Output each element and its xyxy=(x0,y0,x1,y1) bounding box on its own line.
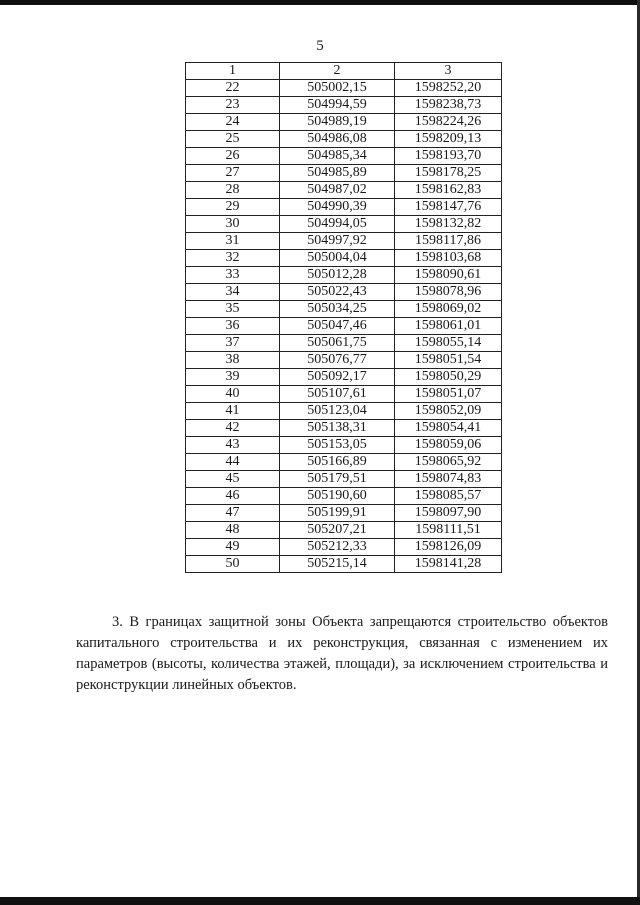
cell-point-number: 48 xyxy=(186,522,280,539)
table-row xyxy=(186,182,502,199)
table-row xyxy=(186,267,502,284)
cell-x-coordinate: 505034,25 xyxy=(280,301,395,318)
cell-x-coordinate: 505092,17 xyxy=(280,369,395,386)
cell-x-coordinate: 505076,77 xyxy=(280,352,395,369)
cell-x-coordinate: 505153,05 xyxy=(280,437,395,454)
cell-point-number: 26 xyxy=(186,148,280,165)
cell-x-coordinate: 505047,46 xyxy=(280,318,395,335)
cell-x-coordinate: 505061,75 xyxy=(280,335,395,352)
scan-edge-bottom xyxy=(0,897,640,905)
cell-y-coordinate: 1598050,29 xyxy=(395,369,502,386)
cell-x-coordinate: 505215,14 xyxy=(280,556,395,573)
table-row xyxy=(186,454,502,471)
cell-point-number: 35 xyxy=(186,301,280,318)
table-row xyxy=(186,505,502,522)
cell-x-coordinate: 504990,39 xyxy=(280,199,395,216)
cell-y-coordinate: 1598126,09 xyxy=(395,539,502,556)
cell-y-coordinate: 1598252,20 xyxy=(395,80,502,97)
table-row xyxy=(186,318,502,335)
cell-y-coordinate: 1598052,09 xyxy=(395,403,502,420)
cell-point-number: 43 xyxy=(186,437,280,454)
cell-y-coordinate: 1598103,68 xyxy=(395,250,502,267)
header-cell-x: 2 xyxy=(280,63,395,80)
cell-x-coordinate: 505107,61 xyxy=(280,386,395,403)
restriction-paragraph: 3. В границах защитной зоны Объекта запрещаются строительство объектов капитального строительства и их реконструкция, связанная с изменением их параметров (высоты, количества этажей, площади), за исключением строительства и реконструкции линейных объектов. xyxy=(76,614,608,693)
cell-point-number: 49 xyxy=(186,539,280,556)
cell-x-coordinate: 505022,43 xyxy=(280,284,395,301)
cell-x-coordinate: 505179,51 xyxy=(280,471,395,488)
cell-point-number: 36 xyxy=(186,318,280,335)
cell-y-coordinate: 1598090,61 xyxy=(395,267,502,284)
cell-point-number: 22 xyxy=(186,80,280,97)
cell-point-number: 39 xyxy=(186,369,280,386)
cell-y-coordinate: 1598193,70 xyxy=(395,148,502,165)
table-row xyxy=(186,233,502,250)
cell-point-number: 34 xyxy=(186,284,280,301)
table-row xyxy=(186,148,502,165)
table-row xyxy=(186,131,502,148)
cell-x-coordinate: 505166,89 xyxy=(280,454,395,471)
cell-x-coordinate: 505207,21 xyxy=(280,522,395,539)
cell-point-number: 46 xyxy=(186,488,280,505)
table-row xyxy=(186,522,502,539)
cell-point-number: 40 xyxy=(186,386,280,403)
table-row xyxy=(186,437,502,454)
scan-edge-top xyxy=(0,0,640,5)
page-number: 5 xyxy=(316,38,324,54)
cell-point-number: 23 xyxy=(186,97,280,114)
cell-point-number: 50 xyxy=(186,556,280,573)
table-row xyxy=(186,97,502,114)
table-row xyxy=(186,403,502,420)
table-row xyxy=(186,420,502,437)
cell-x-coordinate: 505190,60 xyxy=(280,488,395,505)
cell-x-coordinate: 505138,31 xyxy=(280,420,395,437)
table-row xyxy=(186,369,502,386)
cell-point-number: 41 xyxy=(186,403,280,420)
table-row xyxy=(186,335,502,352)
cell-point-number: 47 xyxy=(186,505,280,522)
cell-y-coordinate: 1598097,90 xyxy=(395,505,502,522)
cell-point-number: 42 xyxy=(186,420,280,437)
cell-point-number: 44 xyxy=(186,454,280,471)
cell-y-coordinate: 1598069,02 xyxy=(395,301,502,318)
cell-y-coordinate: 1598074,83 xyxy=(395,471,502,488)
cell-y-coordinate: 1598051,54 xyxy=(395,352,502,369)
cell-y-coordinate: 1598132,82 xyxy=(395,216,502,233)
cell-y-coordinate: 1598061,01 xyxy=(395,318,502,335)
cell-y-coordinate: 1598162,83 xyxy=(395,182,502,199)
cell-x-coordinate: 504994,59 xyxy=(280,97,395,114)
cell-x-coordinate: 504985,34 xyxy=(280,148,395,165)
cell-x-coordinate: 505212,33 xyxy=(280,539,395,556)
cell-y-coordinate: 1598178,25 xyxy=(395,165,502,182)
cell-x-coordinate: 504994,05 xyxy=(280,216,395,233)
table-row xyxy=(186,199,502,216)
table-row xyxy=(186,352,502,369)
cell-x-coordinate: 504986,08 xyxy=(280,131,395,148)
table-row xyxy=(186,386,502,403)
cell-point-number: 32 xyxy=(186,250,280,267)
coordinates-table xyxy=(185,62,502,573)
cell-x-coordinate: 505004,04 xyxy=(280,250,395,267)
cell-x-coordinate: 504997,92 xyxy=(280,233,395,250)
cell-y-coordinate: 1598078,96 xyxy=(395,284,502,301)
table-row xyxy=(186,250,502,267)
cell-point-number: 25 xyxy=(186,131,280,148)
cell-y-coordinate: 1598111,51 xyxy=(395,522,502,539)
header-cell-number: 1 xyxy=(186,63,280,80)
cell-x-coordinate: 504985,89 xyxy=(280,165,395,182)
table-header-row xyxy=(186,63,502,80)
cell-x-coordinate: 505123,04 xyxy=(280,403,395,420)
cell-point-number: 38 xyxy=(186,352,280,369)
cell-point-number: 37 xyxy=(186,335,280,352)
cell-point-number: 27 xyxy=(186,165,280,182)
header-cell-y: 3 xyxy=(395,63,502,80)
table-row xyxy=(186,114,502,131)
cell-point-number: 33 xyxy=(186,267,280,284)
cell-y-coordinate: 1598085,57 xyxy=(395,488,502,505)
table-row xyxy=(186,488,502,505)
table-row xyxy=(186,165,502,182)
cell-y-coordinate: 1598054,41 xyxy=(395,420,502,437)
cell-point-number: 30 xyxy=(186,216,280,233)
table-row xyxy=(186,471,502,488)
cell-x-coordinate: 504989,19 xyxy=(280,114,395,131)
cell-y-coordinate: 1598141,28 xyxy=(395,556,502,573)
cell-y-coordinate: 1598065,92 xyxy=(395,454,502,471)
table-row xyxy=(186,216,502,233)
table-row xyxy=(186,301,502,318)
cell-y-coordinate: 1598055,14 xyxy=(395,335,502,352)
cell-point-number: 31 xyxy=(186,233,280,250)
table-row xyxy=(186,80,502,97)
cell-point-number: 45 xyxy=(186,471,280,488)
cell-y-coordinate: 1598209,13 xyxy=(395,131,502,148)
table-row xyxy=(186,284,502,301)
cell-x-coordinate: 505012,28 xyxy=(280,267,395,284)
cell-point-number: 28 xyxy=(186,182,280,199)
cell-x-coordinate: 504987,02 xyxy=(280,182,395,199)
cell-y-coordinate: 1598059,06 xyxy=(395,437,502,454)
cell-y-coordinate: 1598224,26 xyxy=(395,114,502,131)
coordinates-table-body xyxy=(186,63,502,573)
cell-y-coordinate: 1598051,07 xyxy=(395,386,502,403)
cell-x-coordinate: 505199,91 xyxy=(280,505,395,522)
table-row xyxy=(186,556,502,573)
cell-point-number: 29 xyxy=(186,199,280,216)
table-row xyxy=(186,539,502,556)
cell-y-coordinate: 1598238,73 xyxy=(395,97,502,114)
cell-x-coordinate: 505002,15 xyxy=(280,80,395,97)
cell-point-number: 24 xyxy=(186,114,280,131)
cell-y-coordinate: 1598147,76 xyxy=(395,199,502,216)
cell-y-coordinate: 1598117,86 xyxy=(395,233,502,250)
